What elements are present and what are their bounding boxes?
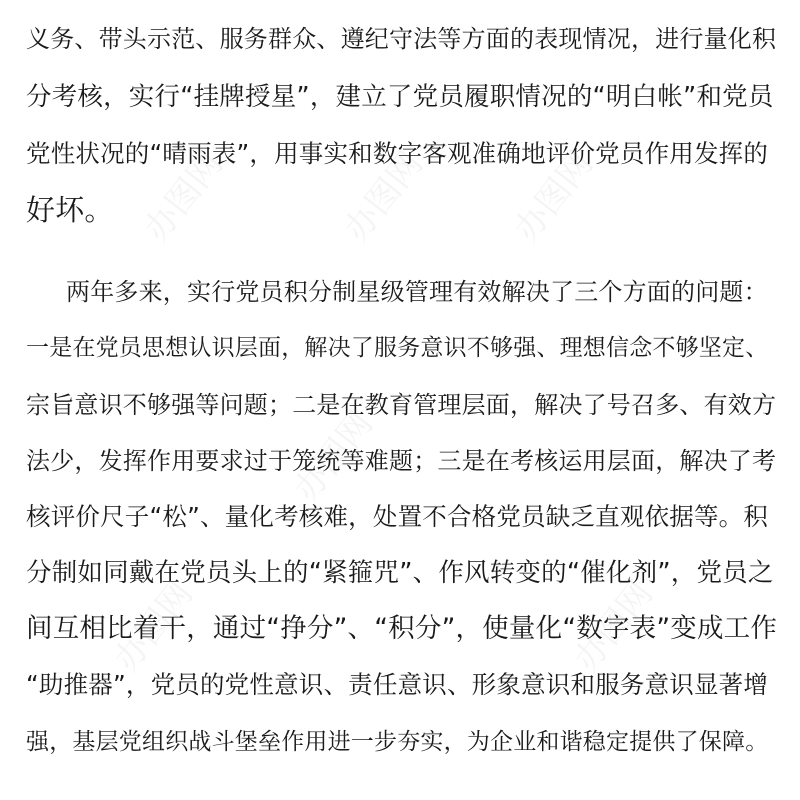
text-line: 党性状况的“晴雨表”，用事实和数字客观准确地评价党员作用发挥的	[26, 139, 769, 168]
text-line: 义务、带头示范、服务群众、遵纪守法等方面的表现情况，进行量化积	[26, 25, 777, 53]
text-line: 两年多来，实行党员积分制星级管理有效解决了三个方面的问题：	[66, 278, 768, 306]
text-line: 分考核，实行“挂牌授星”，建立了党员履职情况的“明白帐”和党员	[26, 82, 774, 112]
text-line: 法少，发挥作用要求过于笼统等难题；三是在考核运用层面，解决了考	[26, 447, 777, 475]
watermark: 办图网	[506, 144, 601, 250]
text-line: 核评价尺子“松”、量化考核难，处置不合格党员缺乏直观依据等。积	[26, 502, 769, 531]
watermark: 办图网	[566, 574, 661, 680]
text-line: “助推器”，党员的党性意识、责任意识、形象意识和服务意识显著增	[26, 670, 769, 699]
text-line: 分制如同戴在党员头上的“紧箍咒”、作风转变的“催化剂”，党员之	[26, 558, 774, 588]
text-line: 好坏。	[26, 193, 114, 227]
text-line: 强，基层党组织战斗堡垒作用进一步夯实，为企业和谐稳定提供了保障。	[26, 729, 769, 755]
text-line: 宗旨意识不够强等问题；二是在教育管理层面，解决了号召多、有效方	[26, 391, 777, 419]
watermark: 办图网	[106, 574, 201, 680]
watermark: 办图网	[336, 144, 431, 250]
text-line: 间互相比着干，通过“挣分”、“积分”，使量化“数字表”变成工作	[26, 613, 778, 644]
text-line: 一是在党员思想认识层面，解决了服务意识不够强、理想信念不够坚定、	[26, 335, 769, 361]
watermark: 办图网	[136, 144, 231, 250]
watermark: 办图网	[286, 404, 381, 510]
